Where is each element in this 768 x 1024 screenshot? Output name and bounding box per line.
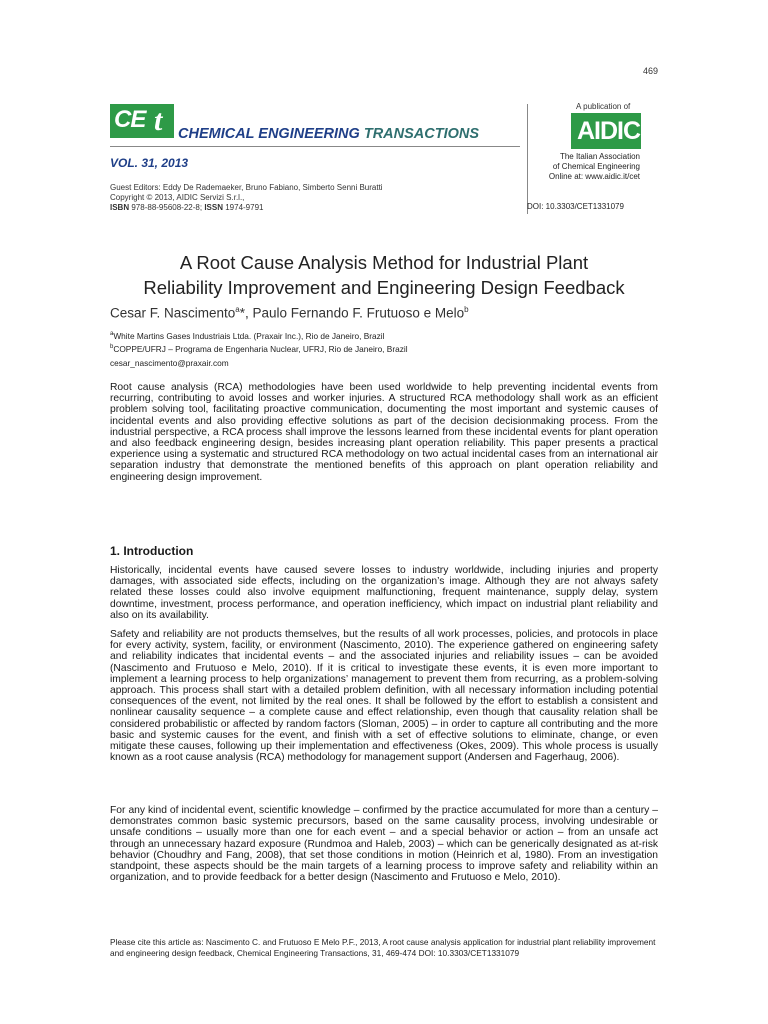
journal-title — [178, 126, 479, 142]
author-2-affil-mark: b — [464, 305, 469, 314]
intro-paragraph-1: Historically, incidental events have caused severe losses to industry worldwide, including injuries and property damages, with associated side effects, including on the organization’s image. Although they are not always safety related these losses could also involve equipment malfunctioning, frequent maintenance, supply delay, system downtime, investment, process performance, and operation inefficiency, which impact on industrial plant reliability and also on its availability. — [110, 565, 658, 621]
author-2: Paulo Fernando F. Frutuoso e Melo — [252, 305, 465, 321]
section-heading-introduction: 1. Introduction — [110, 544, 194, 558]
header-divider — [110, 146, 520, 147]
doi-header: DOI: 10.3303/CET1331079 — [527, 202, 624, 211]
article-title — [110, 250, 658, 300]
editors-block — [110, 183, 520, 213]
affiliation-b-mark: b — [110, 344, 114, 351]
cet-logo-letters: CE — [114, 106, 146, 133]
affiliation-b — [110, 344, 658, 354]
aidic-online-link[interactable]: Online at: www.aidic.it/cet — [548, 172, 640, 181]
corresponding-mark: *, — [239, 305, 253, 321]
publication-of-label: A publication of — [576, 102, 631, 111]
journal-name-light: TRANSACTIONS — [363, 126, 480, 142]
isbn-label: ISBN — [110, 203, 130, 212]
author-email[interactable]: cesar_nascimento@praxair.com — [110, 358, 229, 368]
isbn-line — [110, 203, 520, 213]
citation-note: Please cite this article as: Nascimento C. and Frutuoso E Melo P.F., 2013, A root cause analysis application for industrial plant reliability improvement and engineering design feedback, Chemical Engineering Transactions, 31, 469-474 DOI: 10.3303/CET1331079 — [110, 937, 656, 958]
author-list — [110, 305, 658, 321]
affiliation-a — [110, 331, 658, 341]
cet-logo — [110, 104, 174, 138]
page-number: 469 — [642, 66, 658, 76]
cet-logo-t: t — [154, 104, 163, 137]
abstract-paragraph: Root cause analysis (RCA) methodologies have been used worldwide to help preventing incidental events from recurring, contributing to avoid losses and worker injuries. A structured RCA methodology shall work as an efficient problem solving tool, facilitating proactive communication, documenting the most important and systemic causes of incidental events and also providing effective solutions as part of the decision decisionmaking process. From the industrial perspective, a RCA process shall improve the lessons learned from these incidental events for plant operation and also feedback engineering design, besides increasing plant operation reliability. This paper presents a practical experience using a systematic and structured RCA methodology on two actual incidental cases from an international air separation industry that demonstrate the mentioned benefits of this approach on plant operation reliability and engineering design improvement. — [110, 382, 658, 483]
article-title-line-1: A Root Cause Analysis Method for Industrial Plant — [179, 252, 589, 273]
affiliation-b-text: COPPE/UFRJ – Programa de Engenharia Nuclear, UFRJ, Rio de Janeiro, Brazil — [113, 344, 408, 354]
affiliation-a-text: White Martins Gases Industriais Ltda. (Praxair Inc.), Rio de Janeiro, Brazil — [113, 331, 385, 341]
aidic-line-1: The Italian Association — [559, 152, 640, 161]
aidic-description — [530, 152, 640, 182]
aidic-logo-text: AIDIC — [577, 117, 641, 145]
affiliation-a-mark: a — [110, 331, 114, 338]
article-title-line-2: Reliability Improvement and Engineering Design Feedback — [143, 277, 625, 298]
aidic-logo — [571, 113, 641, 149]
author-1-affil-mark: a — [235, 305, 240, 314]
issn-label: ISSN — [204, 203, 223, 212]
isbn-value: 978-88-95608-22-8; — [131, 203, 203, 212]
journal-name-bold: CHEMICAL ENGINEERING — [178, 126, 360, 142]
guest-editors: Guest Editors: Eddy De Rademaeker, Bruno Fabiano, Simberto Senni Buratti — [110, 183, 383, 192]
intro-paragraph-3: For any kind of incidental event, scientific knowledge – confirmed by the practice accumulated for more than a century – demonstrates common basic systemic precursors, based on the same causality process, involving undesirable or unsafe conditions – usually more than one for each event – and a special behavior or action – from an unsafe act through an unnecessary hazard exposure (Rundmoa and Haleb, 2003) – which can be generically designated as at-risk behavior (Choudhry and Fang, 2008), that set those conditions in motion (Heinrich et al, 1980). From an investigation standpoint, these aspects should be the main targets of a learning process to improve safety and reliability within an organization, and to provide feedback for a better design (Nascimento and Frutuoso e Melo, 2010). — [110, 805, 658, 884]
header-vertical-divider — [527, 104, 528, 214]
issn-value: 1974-9791 — [225, 203, 264, 212]
volume-label: VOL. 31, 2013 — [110, 156, 189, 170]
intro-paragraph-2: Safety and reliability are not products themselves, but the results of all work processes, policies, and protocols in place for every activity, system, facility, or environment (Nascimento, 2010). The experience gathered on engineering safety and reliability indicates that incidental events – and the associated injuries and reliability issues – can be avoided (Nascimento and Frutuoso e Melo, 2010). If it is critical to investigate these events, it is even more important to implement a learning process to help organizations’ management to prevent them from recurring, as a problem-solving approach. This process shall start with a detailed problem definition, with all necessary information including potential consequences of the event, not limited by the real ones. It shall be followed by the effort to establish a consistent and nonlinear causality sequence – a complete cause and effect relationship, even though that causality relation shall be considered probabilistic or affected by random factors (Sloman, 2005) – in order to capture all contributing and the more basic and systemic causes for the event, and finish with a set of effective solutions to eliminate, change, or even mitigate these causes, following up their implementation and effectiveness (Okes, 2009). This whole process is usually known as a root cause analysis (RCA) methodology for management support (Andersen and Fagerhaug, 2006). — [110, 629, 658, 764]
author-1: Cesar F. Nascimento — [110, 305, 236, 321]
aidic-line-2: of Chemical Engineering — [552, 162, 640, 171]
copyright: Copyright © 2013, AIDIC Servizi S.r.l., — [110, 193, 245, 202]
